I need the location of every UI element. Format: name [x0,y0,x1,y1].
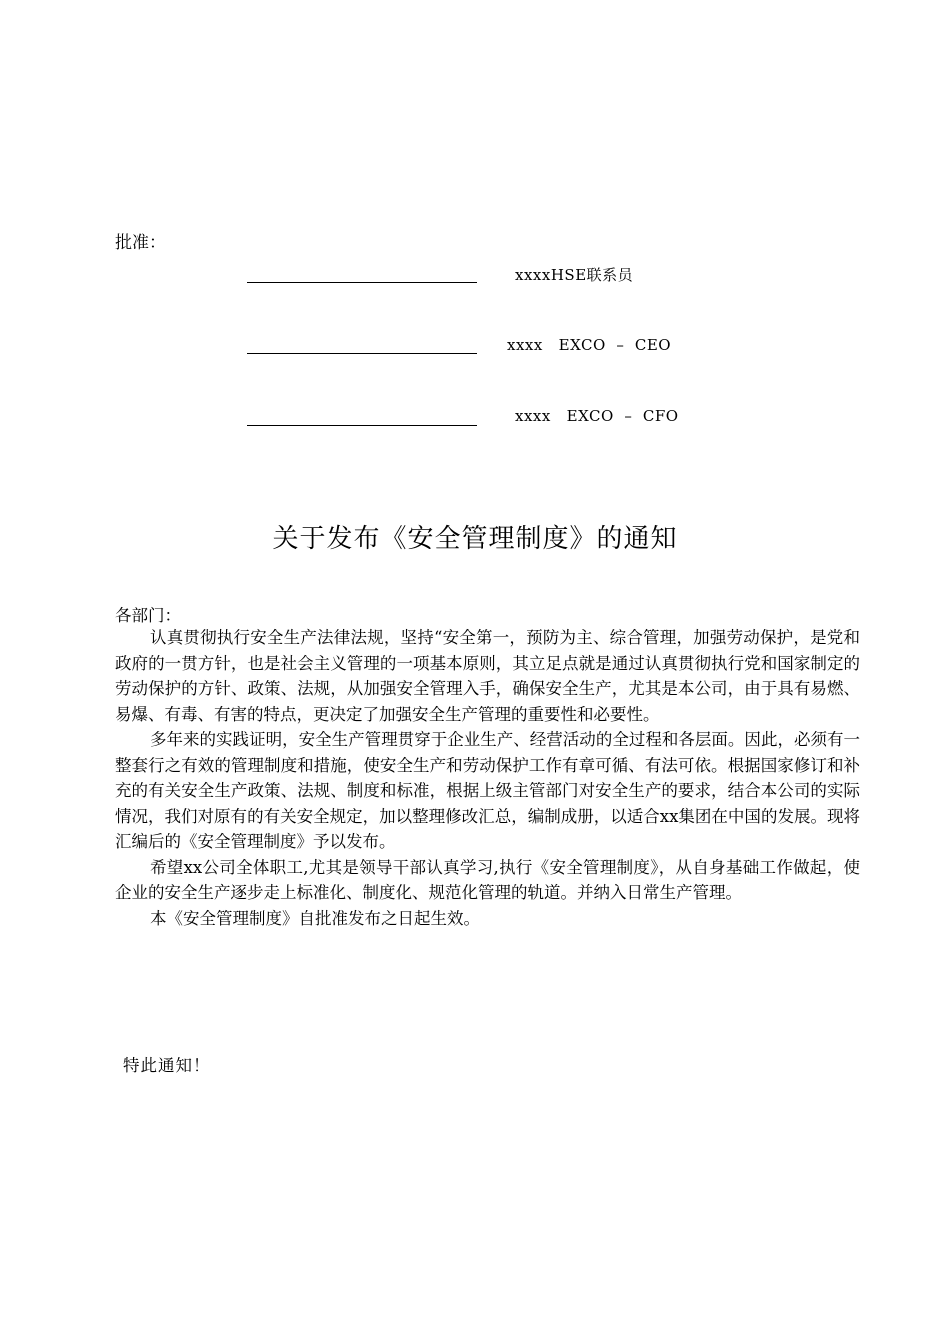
signatory-role-cfo: xxxx EXCO – CFO [515,407,679,425]
paragraph-4: 本《安全管理制度》自批准发布之日起生效。 [150,908,480,928]
signature-line-ceo [247,353,477,354]
signature-line-hse [247,282,477,283]
signatory-role-hse: xxxxHSE联系员 [515,266,634,284]
salutation: 各部门： [115,606,181,625]
approval-label: 批准： [115,233,166,253]
notice-title: 关于发布《安全管理制度》的通知 [272,524,678,554]
notice-body [115,625,860,931]
signatory-role-ceo: xxxx EXCO – CEO [507,336,672,354]
paragraph-3: 希望xx公司全体职工,尤其是领导干部认真学习,执行《安全管理制度》，从自身基础工作做起，使企业的安全生产逐步走上标准化、制度化、规范化管理的轨道。并纳入日常生产管理。 [115,857,860,902]
paragraph-1: 认真贯彻执行安全生产法律法规，坚持“安全第一，预防为主、综合管理，加强劳动保护，是党和政府的一贯方针，也是社会主义管理的一项基本原则，其立足点就是通过认真贯彻执行党和国家制定的劳动保护的方针、政策、法规，从加强安全管理入手，确保安全生产，尤其是本公司，由于具有易燃、易爆、有毒、有害的特点，更决定了加强安全生产管理的重要性和必要性。 [115,628,860,724]
signature-line-cfo [247,425,477,426]
paragraph-2: 多年来的实践证明，安全生产管理贯穿于企业生产、经营活动的全过程和各层面。因此，必须有一整套行之有效的管理制度和措施，使安全生产和劳动保护工作有章可循、有法可依。根据国家修订和补充的有关安全生产政策、法规、制度和标准，根据上级主管部门对安全生产的要求，结合本公司的实际情况，我们对原有的有关安全规定，加以整理修改汇总，编制成册，以适合xx集团在中国的发展。现将汇编后的《安全管理制度》予以发布。 [115,730,860,851]
closing-text: 特此通知！ [123,1056,211,1075]
